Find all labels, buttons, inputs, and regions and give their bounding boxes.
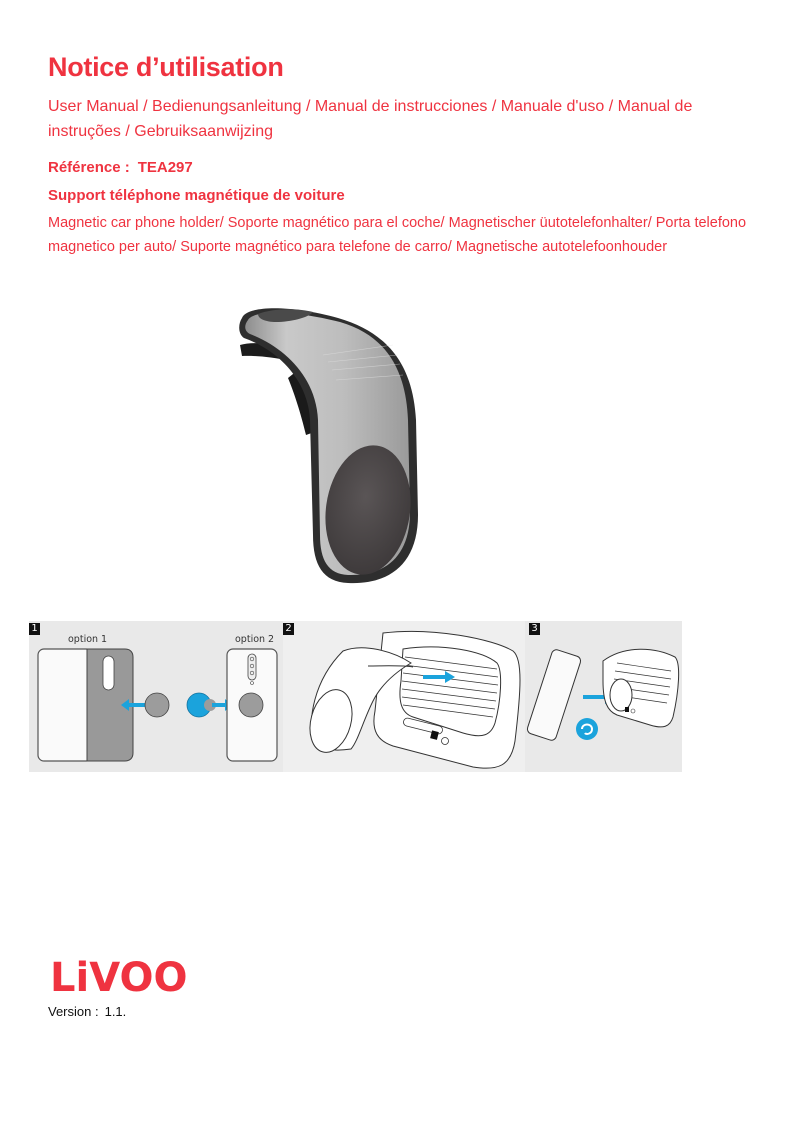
product-reference (48, 159, 193, 176)
installation-steps (29, 621, 682, 772)
step-number-1: 1 (29, 623, 40, 635)
step-number-3: 3 (529, 623, 540, 635)
option-2-label: option 2 (235, 634, 275, 645)
step-2-panel (283, 621, 525, 772)
step-3-panel (525, 621, 682, 772)
step-3-illustration (525, 621, 682, 772)
reference-value: TEA297 (137, 159, 193, 176)
version-value: 1.1. (104, 1004, 127, 1019)
step-1-panel (29, 621, 283, 772)
reference-label: Référence : (48, 159, 130, 176)
product-photo (228, 300, 438, 585)
step-2-illustration (283, 621, 525, 772)
product-name-translations: Magnetic car phone holder/ Soporte magnético para el coche/ Magnetischer üutotelefonhalter/ Porta telefono magnetico per auto/ Suporte magnético para telefone de carro/ Magnetische autotelefoonhouder (48, 215, 747, 255)
document-subtitle-translations: User Manual / Bedienungsanleitung / Manual de instrucciones / Manuale d'uso / Manual de instruções / Gebruiksaanwijzing (48, 98, 693, 140)
step-number-2: 2 (283, 623, 294, 635)
version-label: Version : (48, 1004, 99, 1019)
product-name: Support téléphone magnétique de voiture (48, 187, 345, 204)
option-1-label: option 1 (68, 634, 108, 645)
phone-holder-illustration (228, 300, 438, 585)
livoo-logo: LiVOO (50, 955, 188, 1001)
document-version (48, 1004, 126, 1019)
document-title: Notice d’utilisation (48, 52, 284, 82)
